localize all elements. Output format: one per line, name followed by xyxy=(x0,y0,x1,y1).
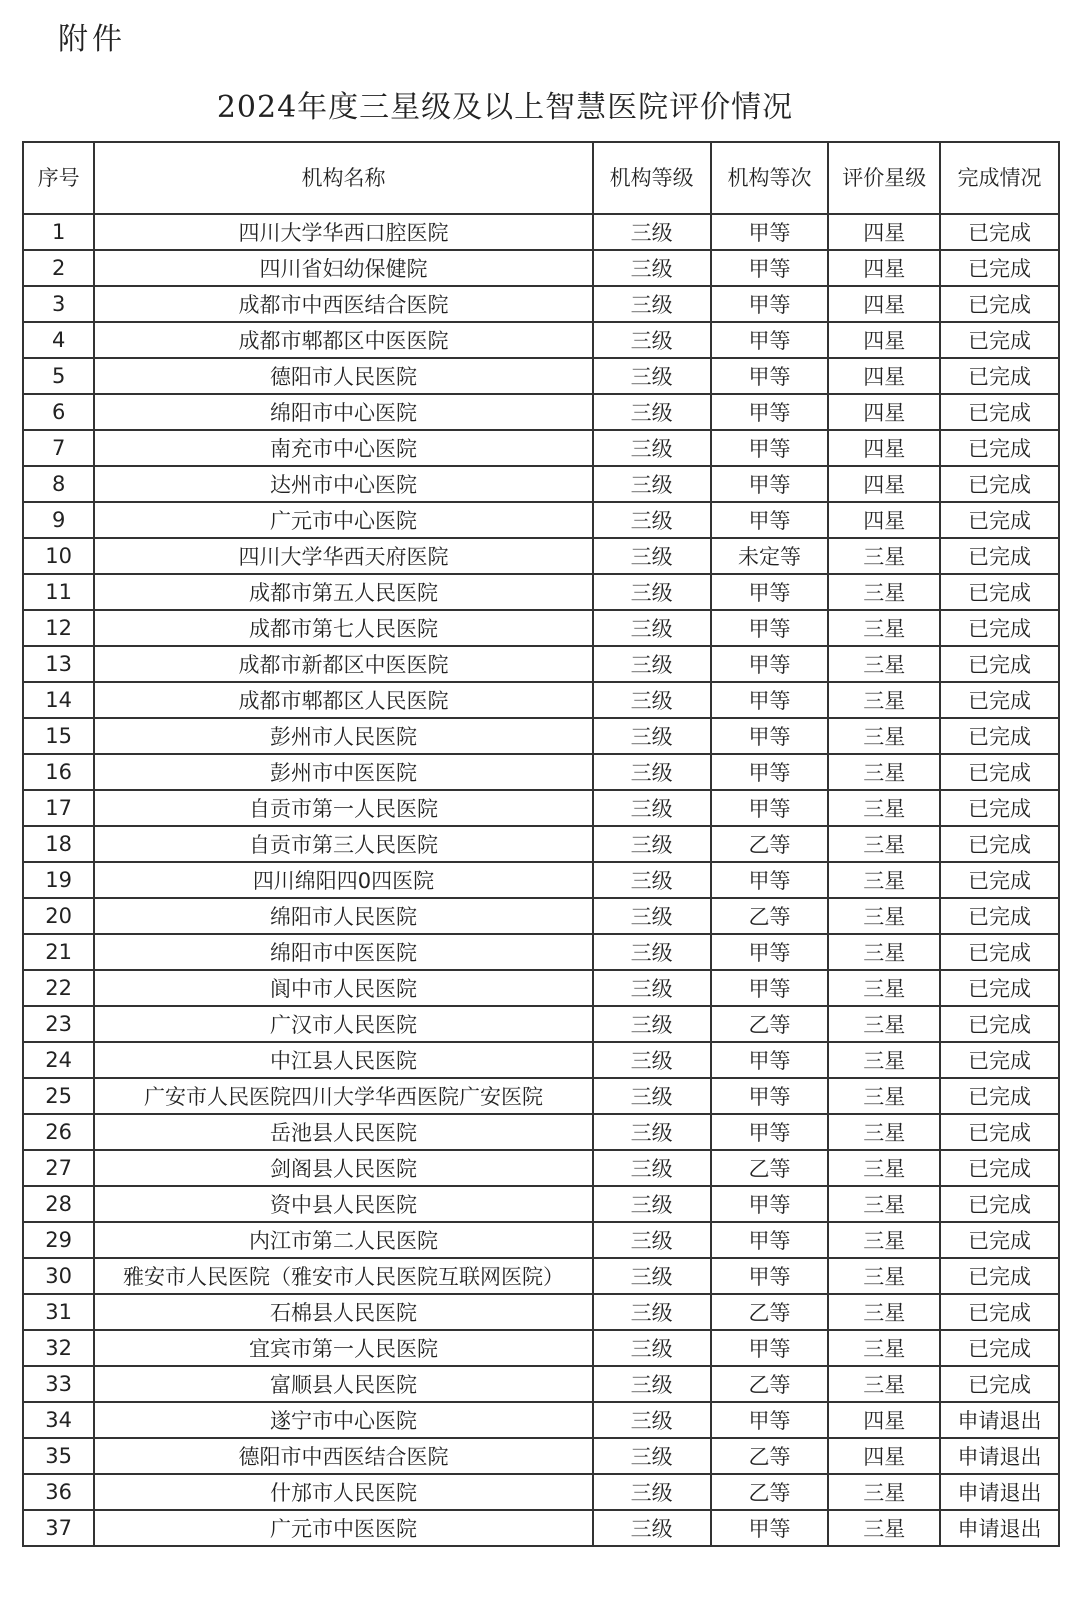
completion-status: 已完成 xyxy=(940,574,1059,610)
institution-name: 广汉市人民医院 xyxy=(94,1006,592,1042)
row-index: 15 xyxy=(23,718,94,754)
institution-name: 剑阁县人民医院 xyxy=(94,1150,592,1186)
table-row xyxy=(23,250,1059,286)
star-rating: 三星 xyxy=(828,826,940,862)
institution-grade: 甲等 xyxy=(711,1186,829,1222)
star-rating: 三星 xyxy=(828,718,940,754)
institution-level: 三级 xyxy=(593,862,711,898)
row-index: 35 xyxy=(23,1438,94,1474)
table-row xyxy=(23,322,1059,358)
institution-level: 三级 xyxy=(593,1258,711,1294)
institution-level: 三级 xyxy=(593,1294,711,1330)
institution-level: 三级 xyxy=(593,574,711,610)
institution-level: 三级 xyxy=(593,1438,711,1474)
institution-grade: 未定等 xyxy=(711,538,829,574)
row-index: 27 xyxy=(23,1150,94,1186)
institution-level: 三级 xyxy=(593,754,711,790)
completion-status: 已完成 xyxy=(940,1222,1059,1258)
star-rating: 四星 xyxy=(828,1438,940,1474)
institution-level: 三级 xyxy=(593,322,711,358)
institution-grade: 甲等 xyxy=(711,358,829,394)
institution-level: 三级 xyxy=(593,394,711,430)
table-row xyxy=(23,466,1059,502)
star-rating: 四星 xyxy=(828,286,940,322)
star-rating: 三星 xyxy=(828,1510,940,1546)
row-index: 10 xyxy=(23,538,94,574)
institution-name: 内江市第二人民医院 xyxy=(94,1222,592,1258)
completion-status: 已完成 xyxy=(940,250,1059,286)
evaluation-table xyxy=(22,141,1060,1547)
row-index: 7 xyxy=(23,430,94,466)
institution-level: 三级 xyxy=(593,790,711,826)
row-index: 23 xyxy=(23,1006,94,1042)
row-index: 16 xyxy=(23,754,94,790)
completion-status: 已完成 xyxy=(940,394,1059,430)
institution-level: 三级 xyxy=(593,1150,711,1186)
table-row xyxy=(23,1366,1059,1402)
star-rating: 三星 xyxy=(828,1150,940,1186)
institution-level: 三级 xyxy=(593,898,711,934)
institution-name: 绵阳市中医医院 xyxy=(94,934,592,970)
row-index: 4 xyxy=(23,322,94,358)
institution-level: 三级 xyxy=(593,610,711,646)
header-completion-status: 完成情况 xyxy=(940,142,1059,214)
completion-status: 已完成 xyxy=(940,322,1059,358)
row-index: 9 xyxy=(23,502,94,538)
institution-level: 三级 xyxy=(593,250,711,286)
institution-name: 成都市第七人民医院 xyxy=(94,610,592,646)
star-rating: 三星 xyxy=(828,1114,940,1150)
institution-level: 三级 xyxy=(593,214,711,250)
row-index: 14 xyxy=(23,682,94,718)
table-row xyxy=(23,1078,1059,1114)
institution-grade: 甲等 xyxy=(711,970,829,1006)
row-index: 12 xyxy=(23,610,94,646)
institution-grade: 乙等 xyxy=(711,1366,829,1402)
institution-grade: 甲等 xyxy=(711,574,829,610)
institution-level: 三级 xyxy=(593,682,711,718)
institution-grade: 甲等 xyxy=(711,934,829,970)
institution-level: 三级 xyxy=(593,1510,711,1546)
row-index: 5 xyxy=(23,358,94,394)
completion-status: 已完成 xyxy=(940,898,1059,934)
institution-level: 三级 xyxy=(593,502,711,538)
completion-status: 已完成 xyxy=(940,466,1059,502)
star-rating: 四星 xyxy=(828,358,940,394)
row-index: 22 xyxy=(23,970,94,1006)
table-row xyxy=(23,1510,1059,1546)
institution-grade: 甲等 xyxy=(711,286,829,322)
institution-name: 富顺县人民医院 xyxy=(94,1366,592,1402)
row-index: 33 xyxy=(23,1366,94,1402)
institution-level: 三级 xyxy=(593,718,711,754)
institution-grade: 甲等 xyxy=(711,1330,829,1366)
institution-level: 三级 xyxy=(593,286,711,322)
institution-name: 绵阳市人民医院 xyxy=(94,898,592,934)
star-rating: 三星 xyxy=(828,862,940,898)
row-index: 19 xyxy=(23,862,94,898)
institution-name: 自贡市第一人民医院 xyxy=(94,790,592,826)
star-rating: 三星 xyxy=(828,1042,940,1078)
table-row xyxy=(23,1222,1059,1258)
star-rating: 三星 xyxy=(828,574,940,610)
completion-status: 已完成 xyxy=(940,1330,1059,1366)
star-rating: 三星 xyxy=(828,538,940,574)
completion-status: 申请退出 xyxy=(940,1474,1059,1510)
institution-name: 南充市中心医院 xyxy=(94,430,592,466)
row-index: 8 xyxy=(23,466,94,502)
row-index: 29 xyxy=(23,1222,94,1258)
institution-name: 成都市郫都区中医医院 xyxy=(94,322,592,358)
institution-level: 三级 xyxy=(593,826,711,862)
institution-level: 三级 xyxy=(593,358,711,394)
header-institution-level: 机构等级 xyxy=(593,142,711,214)
document-title: 2024年度三星级及以上智慧医院评价情况 xyxy=(216,90,794,125)
table-row xyxy=(23,934,1059,970)
table-row xyxy=(23,1006,1059,1042)
institution-grade: 甲等 xyxy=(711,790,829,826)
institution-level: 三级 xyxy=(593,1330,711,1366)
institution-name: 四川省妇幼保健院 xyxy=(94,250,592,286)
institution-name: 中江县人民医院 xyxy=(94,1042,592,1078)
star-rating: 三星 xyxy=(828,682,940,718)
institution-grade: 乙等 xyxy=(711,1006,829,1042)
institution-level: 三级 xyxy=(593,934,711,970)
row-index: 17 xyxy=(23,790,94,826)
institution-level: 三级 xyxy=(593,1402,711,1438)
institution-grade: 甲等 xyxy=(711,214,829,250)
completion-status: 申请退出 xyxy=(940,1510,1059,1546)
completion-status: 已完成 xyxy=(940,1150,1059,1186)
completion-status: 已完成 xyxy=(940,1114,1059,1150)
row-index: 26 xyxy=(23,1114,94,1150)
completion-status: 已完成 xyxy=(940,1366,1059,1402)
table-row xyxy=(23,1186,1059,1222)
institution-name: 四川大学华西口腔医院 xyxy=(94,214,592,250)
institution-level: 三级 xyxy=(593,1078,711,1114)
institution-name: 德阳市人民医院 xyxy=(94,358,592,394)
table-row xyxy=(23,502,1059,538)
row-index: 21 xyxy=(23,934,94,970)
completion-status: 已完成 xyxy=(940,1258,1059,1294)
star-rating: 三星 xyxy=(828,1078,940,1114)
table-row xyxy=(23,862,1059,898)
institution-name: 石棉县人民医院 xyxy=(94,1294,592,1330)
institution-grade: 甲等 xyxy=(711,646,829,682)
row-index: 34 xyxy=(23,1402,94,1438)
institution-grade: 甲等 xyxy=(711,502,829,538)
institution-name: 阆中市人民医院 xyxy=(94,970,592,1006)
institution-name: 彭州市中医医院 xyxy=(94,754,592,790)
completion-status: 已完成 xyxy=(940,286,1059,322)
star-rating: 三星 xyxy=(828,610,940,646)
institution-level: 三级 xyxy=(593,1366,711,1402)
star-rating: 四星 xyxy=(828,250,940,286)
institution-name: 成都市第五人民医院 xyxy=(94,574,592,610)
table-row xyxy=(23,1330,1059,1366)
row-index: 1 xyxy=(23,214,94,250)
institution-grade: 乙等 xyxy=(711,826,829,862)
institution-level: 三级 xyxy=(593,646,711,682)
row-index: 3 xyxy=(23,286,94,322)
completion-status: 已完成 xyxy=(940,1006,1059,1042)
institution-level: 三级 xyxy=(593,1186,711,1222)
star-rating: 三星 xyxy=(828,934,940,970)
completion-status: 已完成 xyxy=(940,718,1059,754)
institution-name: 四川大学华西天府医院 xyxy=(94,538,592,574)
institution-name: 达州市中心医院 xyxy=(94,466,592,502)
completion-status: 已完成 xyxy=(940,646,1059,682)
institution-name: 资中县人民医院 xyxy=(94,1186,592,1222)
table-row xyxy=(23,430,1059,466)
completion-status: 申请退出 xyxy=(940,1402,1059,1438)
institution-grade: 甲等 xyxy=(711,1510,829,1546)
institution-name: 遂宁市中心医院 xyxy=(94,1402,592,1438)
table-row xyxy=(23,682,1059,718)
header-index: 序号 xyxy=(23,142,94,214)
table-row xyxy=(23,214,1059,250)
row-index: 6 xyxy=(23,394,94,430)
star-rating: 四星 xyxy=(828,502,940,538)
institution-level: 三级 xyxy=(593,466,711,502)
table-row xyxy=(23,610,1059,646)
row-index: 28 xyxy=(23,1186,94,1222)
completion-status: 已完成 xyxy=(940,862,1059,898)
institution-grade: 甲等 xyxy=(711,1078,829,1114)
institution-level: 三级 xyxy=(593,970,711,1006)
institution-name: 成都市郫都区人民医院 xyxy=(94,682,592,718)
completion-status: 已完成 xyxy=(940,502,1059,538)
institution-name: 德阳市中西医结合医院 xyxy=(94,1438,592,1474)
row-index: 37 xyxy=(23,1510,94,1546)
star-rating: 四星 xyxy=(828,214,940,250)
institution-grade: 乙等 xyxy=(711,1294,829,1330)
institution-level: 三级 xyxy=(593,1222,711,1258)
institution-name: 什邡市人民医院 xyxy=(94,1474,592,1510)
institution-grade: 甲等 xyxy=(711,430,829,466)
table-row xyxy=(23,1042,1059,1078)
completion-status: 已完成 xyxy=(940,970,1059,1006)
institution-level: 三级 xyxy=(593,1474,711,1510)
institution-grade: 乙等 xyxy=(711,1438,829,1474)
institution-grade: 乙等 xyxy=(711,898,829,934)
completion-status: 已完成 xyxy=(940,1186,1059,1222)
star-rating: 三星 xyxy=(828,1330,940,1366)
header-institution-name: 机构名称 xyxy=(94,142,592,214)
institution-level: 三级 xyxy=(593,430,711,466)
completion-status: 已完成 xyxy=(940,826,1059,862)
institution-grade: 甲等 xyxy=(711,1042,829,1078)
institution-name: 自贡市第三人民医院 xyxy=(94,826,592,862)
completion-status: 已完成 xyxy=(940,358,1059,394)
institution-grade: 甲等 xyxy=(711,250,829,286)
completion-status: 已完成 xyxy=(940,214,1059,250)
completion-status: 申请退出 xyxy=(940,1438,1059,1474)
attachment-label: 附件 xyxy=(58,22,126,57)
star-rating: 三星 xyxy=(828,1474,940,1510)
table-row xyxy=(23,1474,1059,1510)
table-row xyxy=(23,1150,1059,1186)
institution-name: 岳池县人民医院 xyxy=(94,1114,592,1150)
star-rating: 三星 xyxy=(828,646,940,682)
completion-status: 已完成 xyxy=(940,1294,1059,1330)
institution-grade: 甲等 xyxy=(711,322,829,358)
institution-grade: 甲等 xyxy=(711,1402,829,1438)
table-row xyxy=(23,898,1059,934)
institution-grade: 甲等 xyxy=(711,718,829,754)
star-rating: 四星 xyxy=(828,466,940,502)
star-rating: 三星 xyxy=(828,754,940,790)
header-star-rating: 评价星级 xyxy=(828,142,940,214)
institution-grade: 甲等 xyxy=(711,394,829,430)
institution-name: 广安市人民医院四川大学华西医院广安医院 xyxy=(94,1078,592,1114)
institution-grade: 甲等 xyxy=(711,754,829,790)
row-index: 36 xyxy=(23,1474,94,1510)
row-index: 18 xyxy=(23,826,94,862)
completion-status: 已完成 xyxy=(940,1078,1059,1114)
institution-level: 三级 xyxy=(593,1006,711,1042)
completion-status: 已完成 xyxy=(940,538,1059,574)
table-row xyxy=(23,286,1059,322)
completion-status: 已完成 xyxy=(940,1042,1059,1078)
star-rating: 四星 xyxy=(828,394,940,430)
institution-name: 雅安市人民医院（雅安市人民医院互联网医院） xyxy=(94,1258,592,1294)
header-institution-grade: 机构等次 xyxy=(711,142,829,214)
star-rating: 三星 xyxy=(828,790,940,826)
institution-grade: 甲等 xyxy=(711,466,829,502)
table-row xyxy=(23,1114,1059,1150)
header-row xyxy=(23,142,1059,214)
institution-name: 彭州市人民医院 xyxy=(94,718,592,754)
institution-name: 广元市中心医院 xyxy=(94,502,592,538)
star-rating: 四星 xyxy=(828,322,940,358)
table-row xyxy=(23,1402,1059,1438)
completion-status: 已完成 xyxy=(940,430,1059,466)
institution-level: 三级 xyxy=(593,1042,711,1078)
table-row xyxy=(23,718,1059,754)
table-row xyxy=(23,1258,1059,1294)
table-row xyxy=(23,574,1059,610)
table-row xyxy=(23,970,1059,1006)
table-row xyxy=(23,754,1059,790)
table-row xyxy=(23,538,1059,574)
row-index: 31 xyxy=(23,1294,94,1330)
row-index: 32 xyxy=(23,1330,94,1366)
institution-grade: 甲等 xyxy=(711,610,829,646)
row-index: 30 xyxy=(23,1258,94,1294)
institution-name: 广元市中医医院 xyxy=(94,1510,592,1546)
row-index: 13 xyxy=(23,646,94,682)
completion-status: 已完成 xyxy=(940,610,1059,646)
star-rating: 四星 xyxy=(828,1402,940,1438)
table-row xyxy=(23,394,1059,430)
completion-status: 已完成 xyxy=(940,934,1059,970)
row-index: 25 xyxy=(23,1078,94,1114)
table-body xyxy=(23,214,1059,1546)
row-index: 2 xyxy=(23,250,94,286)
table-row xyxy=(23,646,1059,682)
institution-name: 宜宾市第一人民医院 xyxy=(94,1330,592,1366)
institution-name: 四川绵阳四0四医院 xyxy=(94,862,592,898)
completion-status: 已完成 xyxy=(940,754,1059,790)
row-index: 24 xyxy=(23,1042,94,1078)
institution-grade: 甲等 xyxy=(711,1222,829,1258)
institution-grade: 乙等 xyxy=(711,1474,829,1510)
completion-status: 已完成 xyxy=(940,790,1059,826)
table-row xyxy=(23,826,1059,862)
completion-status: 已完成 xyxy=(940,682,1059,718)
table-row xyxy=(23,1438,1059,1474)
star-rating: 三星 xyxy=(828,1366,940,1402)
star-rating: 三星 xyxy=(828,1186,940,1222)
star-rating: 三星 xyxy=(828,1294,940,1330)
row-index: 20 xyxy=(23,898,94,934)
table-row xyxy=(23,1294,1059,1330)
star-rating: 三星 xyxy=(828,970,940,1006)
row-index: 11 xyxy=(23,574,94,610)
table-row xyxy=(23,358,1059,394)
institution-name: 成都市中西医结合医院 xyxy=(94,286,592,322)
star-rating: 四星 xyxy=(828,430,940,466)
institution-grade: 甲等 xyxy=(711,862,829,898)
institution-level: 三级 xyxy=(593,538,711,574)
institution-grade: 甲等 xyxy=(711,1114,829,1150)
star-rating: 三星 xyxy=(828,1006,940,1042)
institution-grade: 甲等 xyxy=(711,1258,829,1294)
institution-grade: 乙等 xyxy=(711,1150,829,1186)
institution-name: 绵阳市中心医院 xyxy=(94,394,592,430)
star-rating: 三星 xyxy=(828,1258,940,1294)
star-rating: 三星 xyxy=(828,1222,940,1258)
institution-grade: 甲等 xyxy=(711,682,829,718)
institution-level: 三级 xyxy=(593,1114,711,1150)
star-rating: 三星 xyxy=(828,898,940,934)
table-row xyxy=(23,790,1059,826)
institution-name: 成都市新都区中医医院 xyxy=(94,646,592,682)
